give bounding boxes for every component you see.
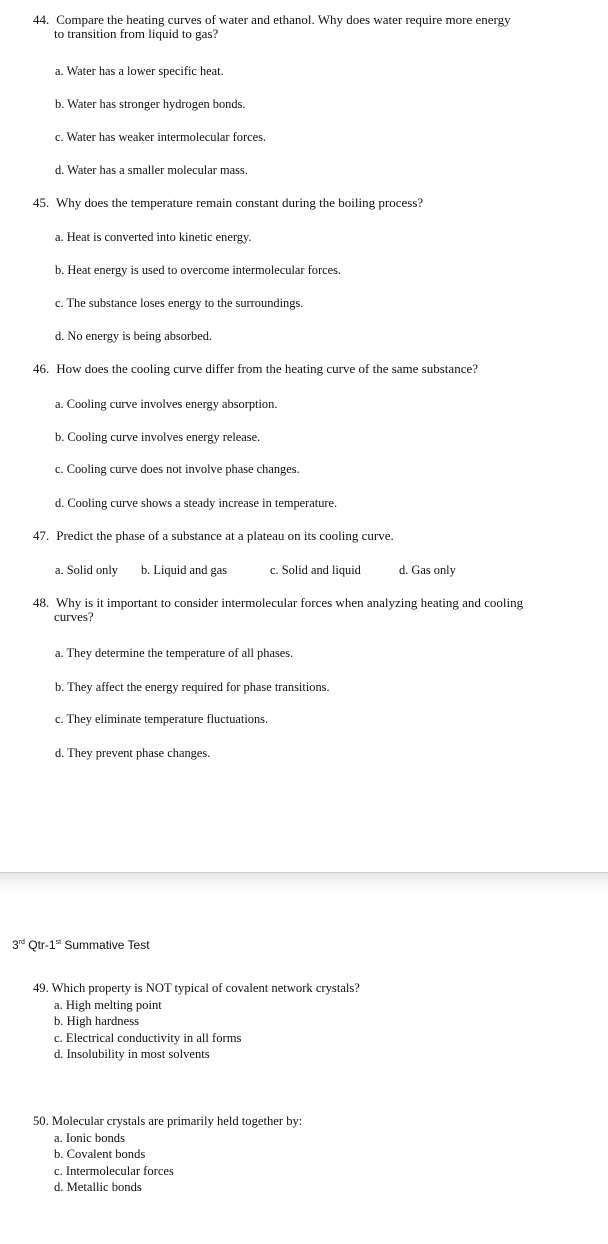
question-49-option-a: a. High melting point bbox=[54, 997, 162, 1012]
question-49-option-b: b. High hardness bbox=[54, 1014, 139, 1028]
question-44-line-2: to transition from liquid to gas? bbox=[54, 26, 219, 41]
question-number: 50. bbox=[33, 1114, 49, 1128]
question-text: Why is it important to consider intermolecular forces when analyzing heating and cooling bbox=[56, 595, 524, 610]
question-46-option-d: d. Cooling curve shows a steady increase in temperature. bbox=[55, 496, 338, 510]
question-49 bbox=[33, 980, 360, 1063]
question-48-option-b: b. They affect the energy required for phase transitions. bbox=[55, 680, 330, 694]
question-45-option-c: c. The substance loses energy to the surroundings. bbox=[55, 296, 304, 310]
question-number: 47. bbox=[33, 528, 50, 543]
question-44-option-a: a. Water has a lower specific heat. bbox=[55, 64, 224, 78]
question-44-option-b: b. Water has stronger hydrogen bonds. bbox=[55, 97, 246, 111]
question-49-option-d: d. Insolubility in most solvents bbox=[54, 1047, 210, 1061]
question-number: 44. bbox=[33, 12, 50, 27]
question-48-option-a: a. They determine the temperature of all phases. bbox=[55, 646, 294, 660]
question-text: Compare the heating curves of water and ethanol. Why does water require more energy bbox=[56, 12, 511, 27]
question-50-option-c: c. Intermolecular forces bbox=[54, 1163, 174, 1178]
question-48-option-c: c. They eliminate temperature fluctuations. bbox=[55, 712, 269, 726]
question-49-option-c: c. Electrical conductivity in all forms bbox=[54, 1030, 242, 1045]
question-number: 45. bbox=[33, 195, 50, 210]
question-44-line-1 bbox=[33, 13, 593, 27]
question-46 bbox=[33, 362, 593, 376]
question-number: 46. bbox=[33, 361, 50, 376]
question-number: 48. bbox=[33, 595, 50, 610]
question-number: 49. bbox=[33, 981, 49, 995]
question-50-option-b: b. Covalent bonds bbox=[54, 1147, 146, 1161]
test-header: 3rd Qtr-1st Summative Test bbox=[12, 938, 150, 952]
document-page-2 bbox=[0, 895, 608, 1244]
question-48 bbox=[33, 596, 593, 624]
question-47 bbox=[33, 529, 593, 543]
question-48-option-d: d. They prevent phase changes. bbox=[55, 746, 211, 760]
question-44-option-d: d. Water has a smaller molecular mass. bbox=[55, 163, 248, 177]
question-44 bbox=[33, 13, 593, 41]
question-46-option-a: a. Cooling curve involves energy absorption. bbox=[55, 397, 278, 411]
question-50 bbox=[33, 1113, 302, 1196]
question-46-option-c: c. Cooling curve does not involve phase changes. bbox=[55, 462, 300, 476]
question-text: How does the cooling curve differ from the heating curve of the same substance? bbox=[56, 361, 479, 376]
question-46-option-b: b. Cooling curve involves energy release. bbox=[55, 430, 261, 444]
question-44-option-c: c. Water has weaker intermolecular forces. bbox=[55, 130, 267, 144]
question-48-line-2: curves? bbox=[54, 609, 94, 624]
question-45-option-b: b. Heat energy is used to overcome intermolecular forces. bbox=[55, 263, 342, 277]
question-text: Why does the temperature remain constant during the boiling process? bbox=[56, 195, 424, 210]
question-50-option-d: d. Metallic bonds bbox=[54, 1180, 142, 1194]
question-text: Predict the phase of a substance at a plateau on its cooling curve. bbox=[56, 528, 394, 543]
question-text: Which property is NOT typical of covalent network crystals? bbox=[51, 981, 360, 995]
question-47-option-a: a. Solid only bbox=[55, 563, 118, 577]
question-47-option-c: c. Solid and liquid bbox=[270, 563, 361, 577]
question-47-option-b: b. Liquid and gas bbox=[141, 563, 228, 577]
page-separator bbox=[0, 872, 608, 894]
question-text: Molecular crystals are primarily held together by: bbox=[51, 1114, 303, 1128]
question-45 bbox=[33, 196, 593, 210]
question-45-option-a: a. Heat is converted into kinetic energy. bbox=[55, 230, 252, 244]
question-50-option-a: a. Ionic bonds bbox=[54, 1130, 125, 1145]
question-47-option-d: d. Gas only bbox=[399, 563, 456, 577]
page-separator-line bbox=[0, 872, 608, 873]
question-45-option-d: d. No energy is being absorbed. bbox=[55, 329, 213, 343]
